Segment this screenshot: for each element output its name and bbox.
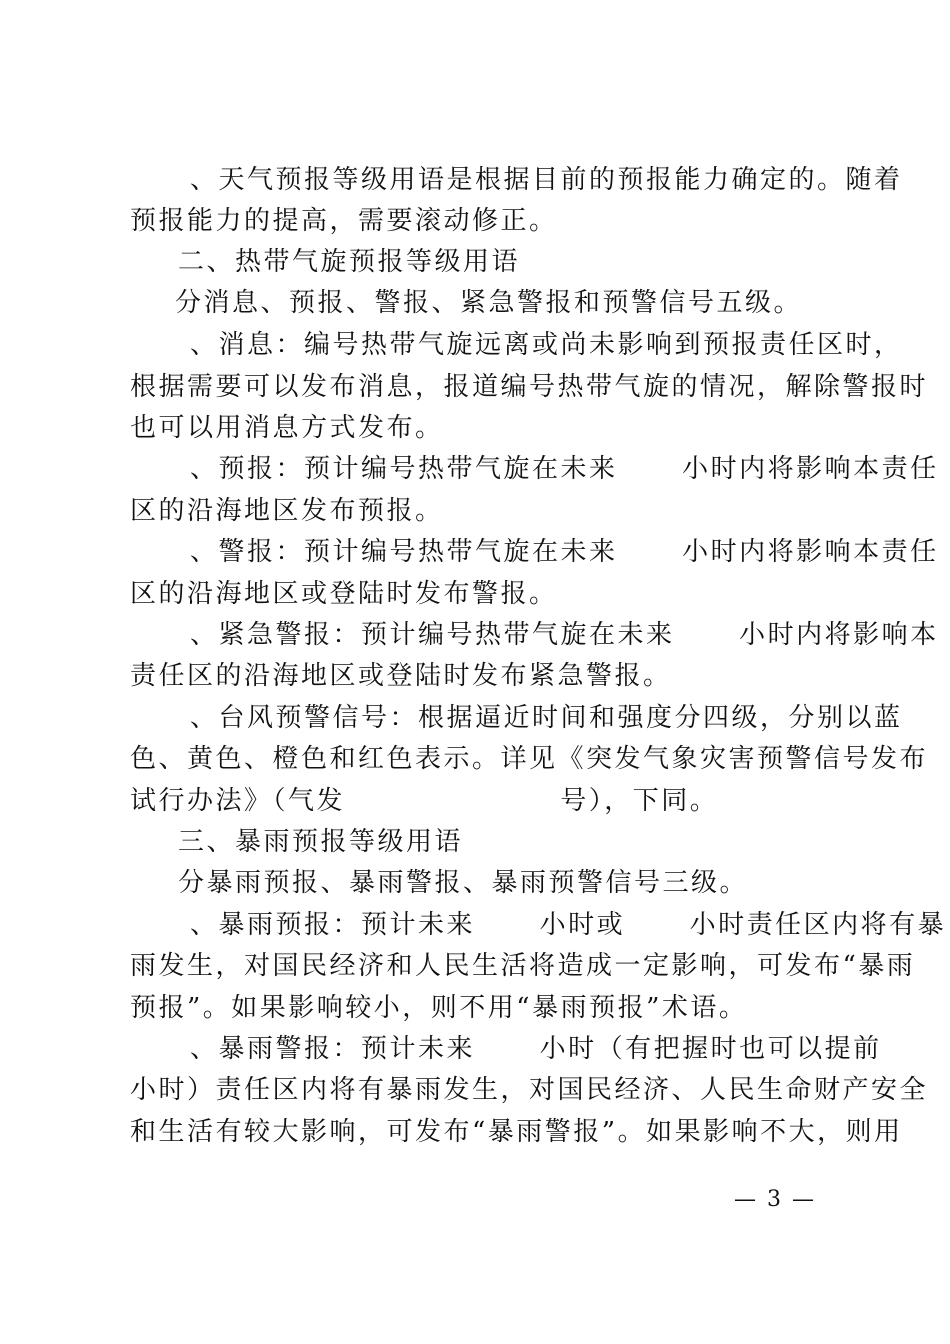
text-line-11: 区的沿海地区或登陆时发布警报。: [130, 579, 558, 609]
text-line-22: 、暴雨警报：预计未来 小时（有把握时也可以提前: [190, 1034, 882, 1064]
text-line-2: 预报能力的提高，需要滚动修正。: [130, 206, 558, 236]
text-line-5: 、消息：编号热带气旋远离或尚未影响到预报责任区时，: [190, 330, 903, 360]
text-line-20: 雨发生，对国民经济和人民生活将造成一定影响，可发布“暴雨: [130, 951, 916, 981]
text-line-18: 分暴雨预报、暴雨警报、暴雨预警信号三级。: [178, 868, 749, 898]
text-line-16: 试行办法》（气发 号），下同。: [130, 786, 719, 816]
section-heading-2: 二、热带气旋预报等级用语: [178, 247, 521, 277]
text-line-14: 、台风预警信号：根据逼近时间和强度分四级，分别以蓝: [190, 703, 903, 733]
text-line-23: 小时）责任区内将有暴雨发生，对国民经济、人民生命财产安全: [130, 1075, 929, 1105]
text-line-24: 和生活有较大影响，可发布“暴雨警报”。如果影响不大，则用: [130, 1117, 903, 1147]
text-line-21: 预报”。如果影响较小，则不用“暴雨预报”术语。: [130, 993, 748, 1023]
page-number: — 3 —: [734, 1187, 816, 1212]
text-line-19: 、暴雨预报：预计未来 小时或 小时责任区内将有暴: [190, 910, 947, 940]
text-line-1: 、天气预报等级用语是根据目前的预报能力确定的。随着: [190, 165, 903, 195]
section-heading-3: 三、暴雨预报等级用语: [178, 827, 464, 857]
text-line-10: 、警报：预计编号热带气旋在未来 小时内将影响本责任: [190, 537, 939, 567]
text-line-15: 色、黄色、橙色和红色表示。详见《突发气象灾害预警信号发布: [130, 744, 929, 774]
text-line-9: 区的沿海地区发布预报。: [130, 496, 444, 526]
text-line-7: 也可以用消息方式发布。: [130, 413, 444, 443]
text-line-13: 责任区的沿海地区或登陆时发布紧急警报。: [130, 661, 672, 691]
text-line-8: 、预报：预计编号热带气旋在未来 小时内将影响本责任: [190, 454, 939, 484]
text-line-4: 分消息、预报、警报、紧急警报和预警信号五级。: [175, 288, 803, 318]
text-line-6: 根据需要可以发布消息，报道编号热带气旋的情况，解除警报时: [130, 372, 929, 402]
text-line-12: 、紧急警报：预计编号热带气旋在未来 小时内将影响本: [190, 620, 939, 650]
